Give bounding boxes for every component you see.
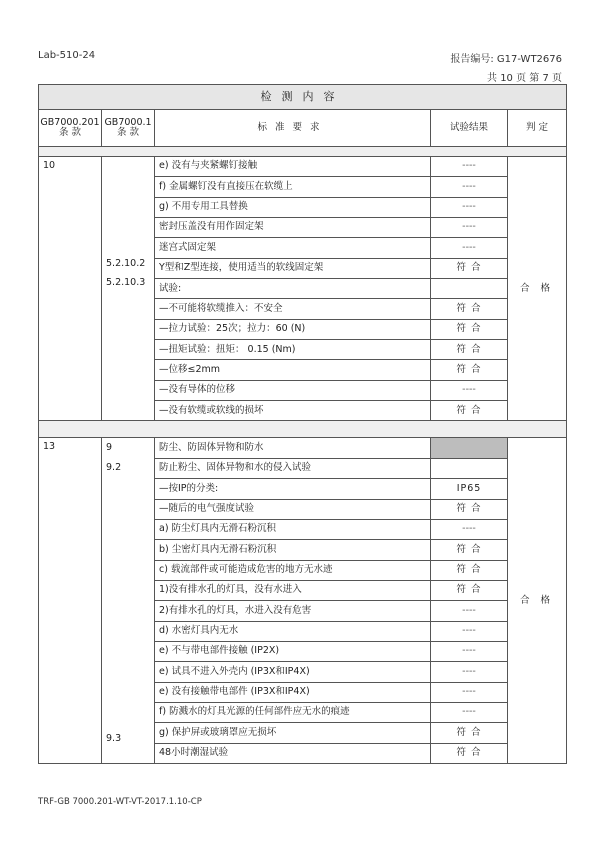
requirement-text: e) 没有与夹紧螺钉接触	[155, 157, 431, 177]
requirement-text: —没有导体的位移	[155, 380, 431, 400]
table-row	[39, 438, 567, 458]
result-value	[431, 438, 508, 458]
spacer-row	[39, 147, 567, 157]
requirement-text: g) 保护屏或玻璃罩应无损坏	[155, 723, 431, 743]
section-title: 检测内容	[39, 85, 567, 110]
result-value: IP65	[431, 479, 508, 499]
table-row	[39, 157, 567, 177]
requirement-text: —拉力试验：25次；拉力：60 (N)	[155, 319, 431, 339]
col-header-verdict: 判 定	[508, 110, 567, 147]
result-value: ----	[431, 601, 508, 621]
result-value: 符 合	[431, 319, 508, 339]
requirement-text: e) 不与带电部件接触 (IP2X)	[155, 641, 431, 661]
requirement-text: —不可能将软缆推入：不安全	[155, 299, 431, 319]
requirement-text: 迷宫式固定架	[155, 238, 431, 258]
result-value: ----	[431, 238, 508, 258]
result-value: 符 合	[431, 723, 508, 743]
result-value: ----	[431, 702, 508, 722]
result-value: ----	[431, 682, 508, 702]
requirement-text: g) 不用专用工具替换	[155, 197, 431, 217]
result-value: 符 合	[431, 360, 508, 380]
document-code: TRF-GB 7000.201-WT-VT-2017.1.10-CP	[38, 797, 202, 807]
result-value: ----	[431, 621, 508, 641]
requirement-text: —没有软缆或软线的损坏	[155, 401, 431, 421]
clause-number: 5.2.10.3	[106, 277, 146, 289]
verdict-value: 合 格	[508, 438, 567, 764]
result-value	[431, 279, 508, 299]
clause-gb7000-1	[102, 157, 155, 421]
result-value: ----	[431, 519, 508, 539]
column-header-row	[39, 110, 567, 147]
requirement-text: a) 防尘灯具内无滑石粉沉积	[155, 519, 431, 539]
col-header-gb7000-201: GB7000.201 条 款	[39, 110, 102, 147]
result-value: 符 合	[431, 499, 508, 519]
result-value: 符 合	[431, 743, 508, 763]
section-title-row	[39, 85, 567, 110]
result-value: 符 合	[431, 299, 508, 319]
requirement-text: 防尘、防固体异物和防水	[155, 438, 431, 458]
requirement-text: e) 没有接触带电部件 (IP3X和IP4X)	[155, 682, 431, 702]
clause-number: 9	[106, 442, 113, 454]
result-value	[431, 458, 508, 478]
verdict-value: 合 格	[508, 157, 567, 421]
requirement-text: f) 金属螺钉没有直接压在软缆上	[155, 177, 431, 197]
result-value: ----	[431, 197, 508, 217]
col-header-gb7000-1: GB7000.1 条 款	[102, 110, 155, 147]
result-value: 符 合	[431, 401, 508, 421]
clause-number: 5.2.10.2	[106, 257, 146, 269]
result-value: ----	[431, 662, 508, 682]
requirement-text: Y型和Z型连接，使用适当的软线固定架	[155, 258, 431, 278]
requirement-text: 48小时潮湿试验	[155, 743, 431, 763]
result-value: 符 合	[431, 540, 508, 560]
result-value: ----	[431, 157, 508, 177]
result-value: 符 合	[431, 580, 508, 600]
page-indicator: 共 10 页 第 7 页	[487, 73, 562, 84]
requirement-text: d) 水密灯具内无水	[155, 621, 431, 641]
result-value: 符 合	[431, 560, 508, 580]
requirement-text: c) 载流部件或可能造成危害的地方无水迹	[155, 560, 431, 580]
report-number: 报告编号: G17-WT2676	[450, 54, 562, 65]
clause-number: 9.3	[106, 732, 122, 744]
requirement-text: —位移≤2mm	[155, 360, 431, 380]
result-value: ----	[431, 641, 508, 661]
result-value: ----	[431, 177, 508, 197]
col-header-requirement: 标准要求	[155, 110, 431, 147]
requirement-text: 密封压盖没有用作固定架	[155, 218, 431, 238]
result-value: 符 合	[431, 258, 508, 278]
requirement-text: —随后的电气强度试验	[155, 499, 431, 519]
requirement-text: b) 尘密灯具内无滑石粉沉积	[155, 540, 431, 560]
requirement-text: —扭矩试验：扭矩： 0.15 (Nm)	[155, 340, 431, 360]
result-value: 符 合	[431, 340, 508, 360]
spacer-row	[39, 421, 567, 438]
clause-gb7000-201: 13	[39, 438, 102, 764]
col-header-result: 试验结果	[431, 110, 508, 147]
clause-number: 9.2	[106, 461, 122, 473]
clause-gb7000-201: 10	[39, 157, 102, 421]
clause-gb7000-1	[102, 438, 155, 764]
requirement-text: 1)没有排水孔的灯具，没有水进入	[155, 580, 431, 600]
requirement-text: f) 防溅水的灯具光源的任何部件应无水的痕迹	[155, 702, 431, 722]
requirement-text: —按IP的分类:	[155, 479, 431, 499]
requirement-text: 2)有排水孔的灯具，水进入没有危害	[155, 601, 431, 621]
result-value: ----	[431, 380, 508, 400]
test-content-table	[38, 84, 567, 764]
requirement-text: 试验:	[155, 279, 431, 299]
lab-code: Lab-510-24	[38, 50, 96, 61]
requirement-text: e) 试具不进入外壳内 (IP3X和IP4X)	[155, 662, 431, 682]
requirement-text: 防止粉尘、固体异物和水的侵入试验	[155, 458, 431, 478]
result-value: ----	[431, 218, 508, 238]
